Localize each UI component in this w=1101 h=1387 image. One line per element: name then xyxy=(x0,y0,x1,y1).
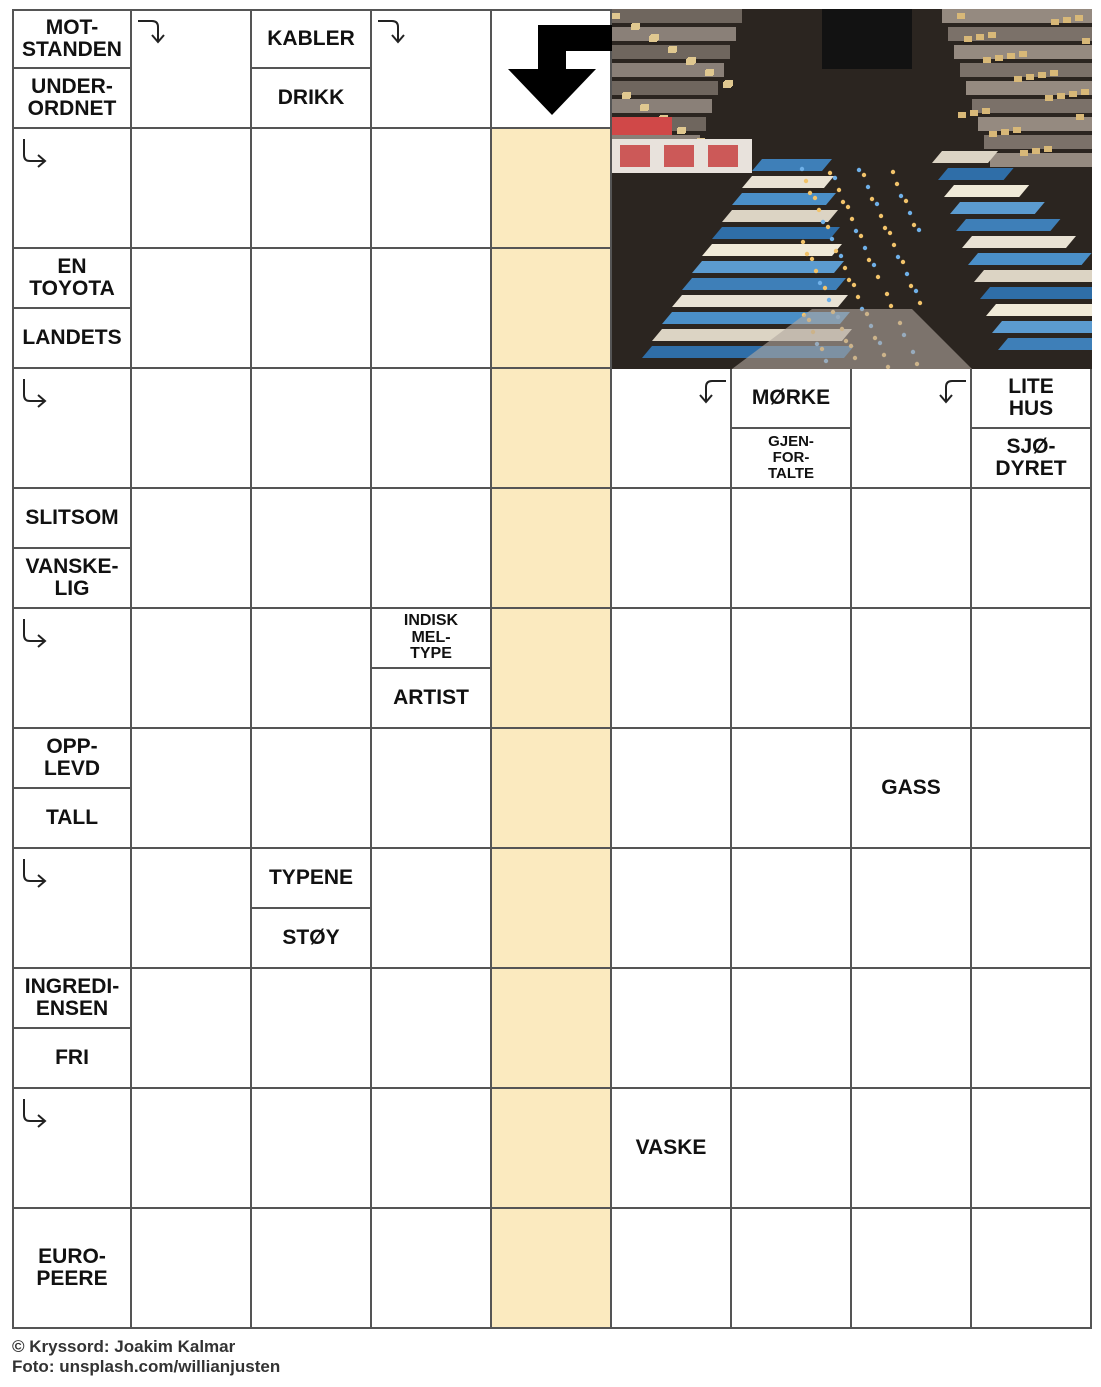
clue-europeere: EURO- PEERE xyxy=(14,1209,130,1327)
clue-tall: TALL xyxy=(14,789,130,847)
answer-cell[interactable] xyxy=(252,1209,372,1329)
clue-underordnet: UNDER- ORDNET xyxy=(14,69,130,127)
answer-cell[interactable] xyxy=(732,489,852,609)
answer-cell[interactable] xyxy=(972,1089,1092,1209)
answer-cell[interactable] xyxy=(972,729,1092,849)
answer-cell[interactable] xyxy=(372,1209,492,1329)
answer-cell[interactable] xyxy=(372,129,492,249)
answer-cell[interactable] xyxy=(372,1089,492,1209)
crossword-grid xyxy=(12,9,1092,1329)
solution-cell[interactable] xyxy=(492,369,612,489)
answer-cell[interactable] xyxy=(372,369,492,489)
answer-cell[interactable] xyxy=(852,849,972,969)
answer-cell[interactable] xyxy=(132,369,252,489)
answer-cell[interactable] xyxy=(132,1089,252,1209)
answer-cell[interactable] xyxy=(252,129,372,249)
credits xyxy=(12,1337,280,1376)
answer-cell[interactable] xyxy=(732,729,852,849)
solution-cell[interactable] xyxy=(492,1089,612,1209)
answer-cell[interactable] xyxy=(612,489,732,609)
solution-cell[interactable] xyxy=(492,969,612,1089)
clue-typene: TYPENE xyxy=(252,849,370,909)
answer-cell[interactable] xyxy=(852,1089,972,1209)
left-then-down-arrow-icon xyxy=(698,375,730,407)
answer-cell[interactable] xyxy=(372,849,492,969)
clue-drikk: DRIKK xyxy=(252,69,370,127)
answer-cell[interactable] xyxy=(732,609,852,729)
night-market-photo xyxy=(612,9,1092,369)
down-then-right-arrow-icon xyxy=(18,857,50,889)
answer-cell[interactable] xyxy=(612,1209,732,1329)
answer-cell[interactable] xyxy=(612,849,732,969)
clue-lite-hus: LITE HUS xyxy=(972,369,1090,429)
down-then-right-arrow-icon xyxy=(18,377,50,409)
answer-cell[interactable] xyxy=(972,1209,1092,1329)
answer-cell[interactable] xyxy=(612,729,732,849)
answer-cell[interactable] xyxy=(372,969,492,1089)
answer-cell[interactable] xyxy=(252,369,372,489)
answer-cell[interactable] xyxy=(612,969,732,1089)
answer-cell[interactable] xyxy=(732,969,852,1089)
clue-slitsom: SLITSOM xyxy=(14,489,130,549)
answer-cell[interactable] xyxy=(972,849,1092,969)
clue-morke: MØRKE xyxy=(732,369,850,429)
clue-en-toyota: EN TOYOTA xyxy=(14,249,130,309)
answer-cell[interactable] xyxy=(252,969,372,1089)
right-then-down-arrow-icon xyxy=(136,15,168,47)
clue-ingrediensen: INGREDI- ENSEN xyxy=(14,969,130,1029)
clue-landets: LANDETS xyxy=(14,309,130,367)
clue-indisk-meltype: INDISK MEL- TYPE xyxy=(372,609,490,669)
answer-cell[interactable] xyxy=(132,249,252,369)
answer-cell[interactable] xyxy=(972,969,1092,1089)
credit-crossword: © Kryssord: Joakim Kalmar xyxy=(12,1337,236,1356)
answer-cell[interactable] xyxy=(132,849,252,969)
left-then-down-arrow-icon xyxy=(938,375,970,407)
answer-cell[interactable] xyxy=(732,849,852,969)
answer-cell[interactable] xyxy=(372,729,492,849)
answer-cell[interactable] xyxy=(132,1209,252,1329)
solution-cell[interactable] xyxy=(492,129,612,249)
clue-sjodyret: SJØ- DYRET xyxy=(972,429,1090,487)
answer-cell[interactable] xyxy=(132,969,252,1089)
clue-opplevd: OPP- LEVD xyxy=(14,729,130,789)
clue-vanskelig: VANSKE- LIG xyxy=(14,549,130,607)
answer-cell[interactable] xyxy=(732,1089,852,1209)
down-then-right-arrow-icon xyxy=(18,137,50,169)
answer-cell[interactable] xyxy=(132,729,252,849)
clue-artist: ARTIST xyxy=(372,669,490,727)
answer-cell[interactable] xyxy=(132,129,252,249)
answer-cell[interactable] xyxy=(252,249,372,369)
answer-cell[interactable] xyxy=(132,489,252,609)
answer-cell[interactable] xyxy=(372,249,492,369)
answer-cell[interactable] xyxy=(252,489,372,609)
answer-cell[interactable] xyxy=(852,609,972,729)
solution-cell[interactable] xyxy=(492,489,612,609)
clue-motstanden: MOT- STANDEN xyxy=(14,11,130,69)
answer-cell[interactable] xyxy=(852,1209,972,1329)
answer-cell[interactable] xyxy=(972,609,1092,729)
clue-vaske: VASKE xyxy=(612,1089,730,1207)
clue-kabler: KABLER xyxy=(252,11,370,69)
down-then-right-arrow-icon xyxy=(18,617,50,649)
answer-cell[interactable] xyxy=(252,609,372,729)
down-then-right-arrow-icon xyxy=(18,1097,50,1129)
solution-cell[interactable] xyxy=(492,249,612,369)
clue-stoy: STØY xyxy=(252,909,370,967)
solution-cell[interactable] xyxy=(492,1209,612,1329)
right-then-down-arrow-icon xyxy=(376,15,408,47)
answer-cell[interactable] xyxy=(732,1209,852,1329)
solution-cell[interactable] xyxy=(492,609,612,729)
solution-cell[interactable] xyxy=(492,729,612,849)
answer-cell[interactable] xyxy=(852,489,972,609)
credit-photo: Foto: unsplash.com/willianjusten xyxy=(12,1356,281,1376)
clue-gjenfortalte: GJEN- FOR- TALTE xyxy=(732,429,850,487)
answer-cell[interactable] xyxy=(852,969,972,1089)
solution-pointer-arrow-icon xyxy=(494,11,614,129)
clue-fri: FRI xyxy=(14,1029,130,1087)
solution-cell[interactable] xyxy=(492,849,612,969)
clue-gass: GASS xyxy=(852,729,970,847)
answer-cell[interactable] xyxy=(612,609,732,729)
answer-cell[interactable] xyxy=(252,729,372,849)
answer-cell[interactable] xyxy=(372,489,492,609)
answer-cell[interactable] xyxy=(132,609,252,729)
answer-cell[interactable] xyxy=(252,1089,372,1209)
answer-cell[interactable] xyxy=(972,489,1092,609)
